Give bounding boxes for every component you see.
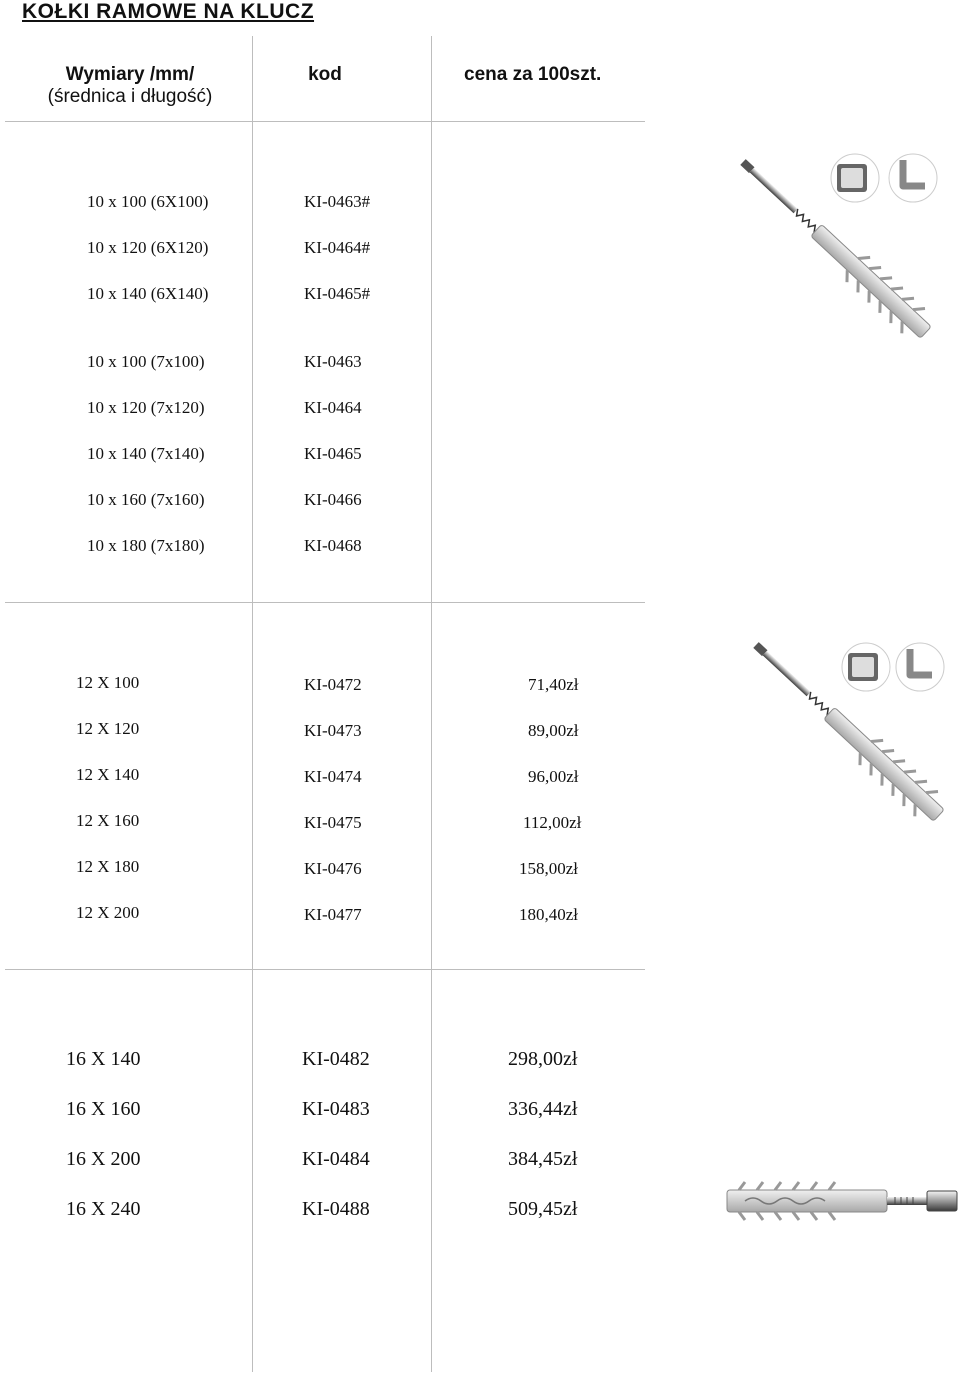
dimension-cell: 10 x 180 (7x180) (87, 536, 205, 555)
column-divider (252, 36, 253, 1372)
row-divider (5, 602, 645, 603)
code-cell: KI-0482 (302, 1048, 370, 1070)
price-cell: 384,45zł (508, 1148, 578, 1170)
page-title: KOŁKI RAMOWE NA KLUCZ (22, 0, 315, 23)
code-cell: KI-0463 (304, 352, 362, 371)
dimension-cell: 10 x 100 (7x100) (87, 352, 205, 371)
column-divider (431, 36, 432, 1372)
dimension-cell: 12 X 140 (76, 765, 140, 784)
dimensions-header-label: Wymiary /mm/ (65, 64, 195, 85)
code-cell: KI-0468 (304, 536, 362, 555)
dimension-cell: 12 X 100 (76, 673, 140, 692)
frame-anchor-image (735, 150, 950, 355)
price-cell: 298,00zł (508, 1048, 578, 1070)
code-cell: KI-0476 (304, 859, 362, 878)
code-cell: KI-0474 (304, 767, 362, 786)
price-cell: 112,00zł (523, 813, 582, 832)
dimension-cell: 12 X 160 (76, 811, 140, 830)
code-cell: KI-0465 (304, 444, 362, 463)
code-cell: KI-0465# (304, 284, 371, 303)
dimension-cell: 16 X 240 (66, 1198, 141, 1220)
code-cell: KI-0473 (304, 721, 362, 740)
frame-anchor-horizontal-image (725, 1180, 960, 1225)
dimension-cell: 10 x 160 (7x160) (87, 490, 205, 509)
dimension-cell: 16 X 160 (66, 1098, 141, 1120)
dimension-cell: 16 X 140 (66, 1048, 141, 1070)
row-divider (5, 121, 645, 122)
dimension-cell: 10 x 140 (7x140) (87, 444, 205, 463)
dimension-cell: 12 X 200 (76, 903, 140, 922)
dimension-cell: 12 X 180 (76, 857, 140, 876)
price-cell: 89,00zł (528, 721, 579, 740)
code-cell: KI-0466 (304, 490, 362, 509)
price-cell: 71,40zł (528, 675, 579, 694)
price-cell: 158,00zł (519, 859, 579, 878)
dimension-cell: 10 x 120 (7x120) (87, 398, 205, 417)
code-cell: KI-0483 (302, 1098, 370, 1120)
price-cell: 96,00zł (528, 767, 579, 786)
dimension-cell: 12 X 120 (76, 719, 140, 738)
code-cell: KI-0464# (304, 238, 371, 257)
dimension-cell: 10 x 140 (6X140) (87, 284, 209, 303)
code-cell: KI-0464 (304, 398, 362, 417)
price-cell: 180,40zł (519, 905, 579, 924)
code-cell: KI-0477 (304, 905, 362, 924)
code-cell: KI-0484 (302, 1148, 370, 1170)
code-cell: KI-0475 (304, 813, 362, 832)
code-header: kod (308, 64, 342, 85)
price-cell: 509,45zł (508, 1198, 578, 1220)
dimension-cell: 10 x 120 (6X120) (87, 238, 209, 257)
price-cell: 336,44zł (508, 1098, 578, 1120)
dimension-cell: 10 x 100 (6X100) (87, 192, 209, 211)
code-cell: KI-0472 (304, 675, 362, 694)
dimensions-header (20, 64, 240, 108)
dimension-cell: 16 X 200 (66, 1148, 141, 1170)
dimensions-header-sublabel: (średnica i długość) (47, 86, 213, 107)
code-cell: KI-0488 (302, 1198, 370, 1220)
price-header: cena za 100szt. (464, 64, 602, 85)
code-cell: KI-0463# (304, 192, 371, 211)
row-divider (5, 969, 645, 970)
frame-anchor-image (748, 637, 953, 837)
